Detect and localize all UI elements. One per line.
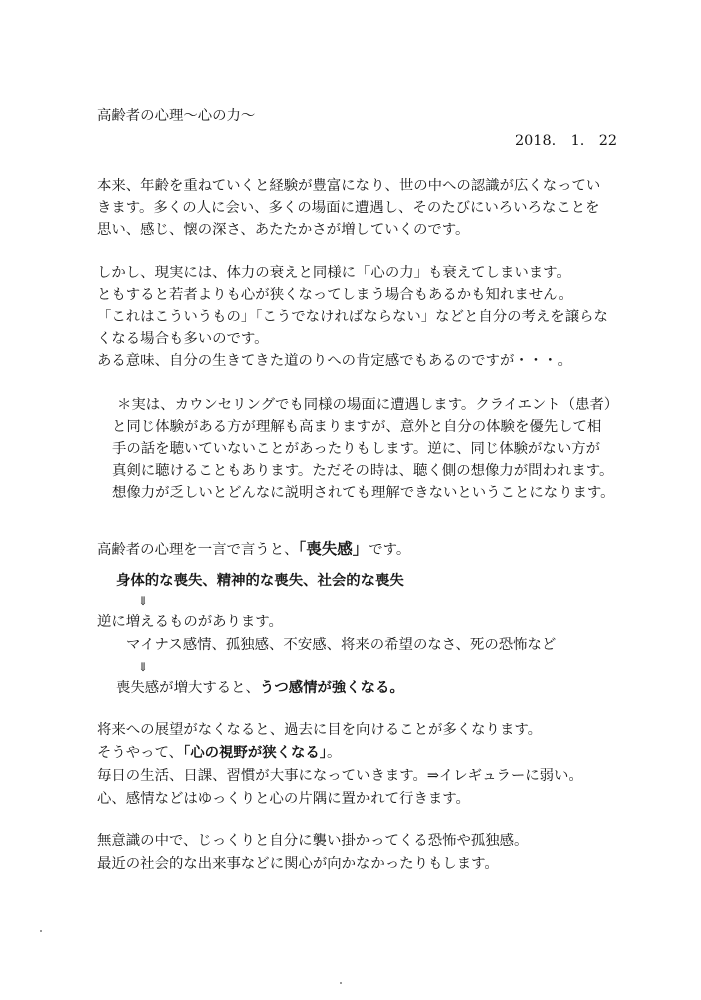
text-line: くなる場合も多いのです。 bbox=[97, 331, 269, 347]
text-line: ある意味、自分の生きてきた道のりへの肯定感でもあるのですが・・・。 bbox=[97, 353, 572, 369]
text-line: 真剣に聴けることもあります。ただその時は、聴く側の想像力が問われます。 bbox=[112, 463, 614, 479]
text-line: 無意識の中で、じっくりと自分に襲い掛かってくる恐怖や孤独感。 bbox=[97, 833, 529, 849]
scan-speck bbox=[340, 982, 342, 984]
text-line: 手の話を聴いていないことがあったりもします。逆に、同じ体験がない方が bbox=[112, 441, 600, 457]
loss-types: 身体的な喪失、精神的な喪失、社会的な喪失 bbox=[116, 572, 404, 589]
document-date: 2018. 1. 22 bbox=[515, 133, 618, 149]
vision-narrowing-emphasis: 「心の視野が狭くなる」 bbox=[183, 744, 327, 761]
summary-keyword: 「喪失感」 bbox=[298, 539, 369, 558]
text-line: 思い、感じ、懐の深さ、あたたかさが増していくのです。 bbox=[97, 222, 470, 238]
increase-intro: 逆に増えるものがあります。 bbox=[97, 614, 283, 630]
depression-emphasis: うつ感情が強くなる。 bbox=[259, 679, 404, 696]
text-line: 「これはこういうもの」「こうでなければならない」などと自分の考えを譲らな bbox=[97, 309, 608, 325]
text-line: 将来への展望がなくなると、過去に目を向けることが多くなります。 bbox=[97, 722, 542, 738]
text-line: ＊実は、カウンセリングでも同様の場面に遭遇します。クライエント（患者） bbox=[117, 397, 619, 413]
text-line: 想像力が乏しいとどんなに説明されても理解できないということになります。 bbox=[112, 485, 615, 501]
down-arrow-icon: ⇓ bbox=[138, 594, 149, 608]
text-line: ともすると若者よりも心が狭くなってしまう場合もあるかも知れません。 bbox=[97, 287, 573, 303]
depression-prefix: 喪失感が増大すると、 bbox=[116, 680, 260, 696]
down-arrow-icon: ⇓ bbox=[138, 660, 149, 674]
scan-speck bbox=[40, 930, 42, 932]
summary-suffix: です。 bbox=[368, 542, 411, 558]
text-line: 本来、年齢を重ねていくと経験が豊富になり、世の中への認識が広くなってい bbox=[97, 178, 601, 194]
text-line: 毎日の生活、日課、習慣が大事になっていきます。⇒イレギュラーに弱い。 bbox=[97, 768, 583, 784]
increase-list: マイナス感情、孤独感、不安感、将来の希望のなさ、死の恐怖など bbox=[126, 637, 557, 653]
text-line: 心、感情などはゆっくりと心の片隅に置かれて行きます。 bbox=[97, 791, 470, 807]
text-line: 最近の社会的な出来事などに関心が向かなかったりもします。 bbox=[97, 856, 499, 872]
text-line: そうやって、「心の視野が狭くなる」。 bbox=[97, 744, 342, 761]
summary-line bbox=[97, 538, 410, 561]
depression-line bbox=[116, 677, 404, 699]
summary-prefix: 高齢者の心理を一言で言うと、 bbox=[97, 542, 299, 558]
text-line: しかし、現実には、体力の衰えと同様に「心の力」も衰えてしまいます。 bbox=[97, 265, 571, 281]
document-title: 高齢者の心理〜心の力〜 bbox=[97, 108, 256, 124]
text-line: と同じ体験がある方が理解も高まりますが、意外と自分の体験を優先して相 bbox=[112, 419, 602, 435]
text-line: きます。多くの人に会い、多くの場面に遭遇し、そのたびにいろいろなことを bbox=[97, 200, 600, 216]
